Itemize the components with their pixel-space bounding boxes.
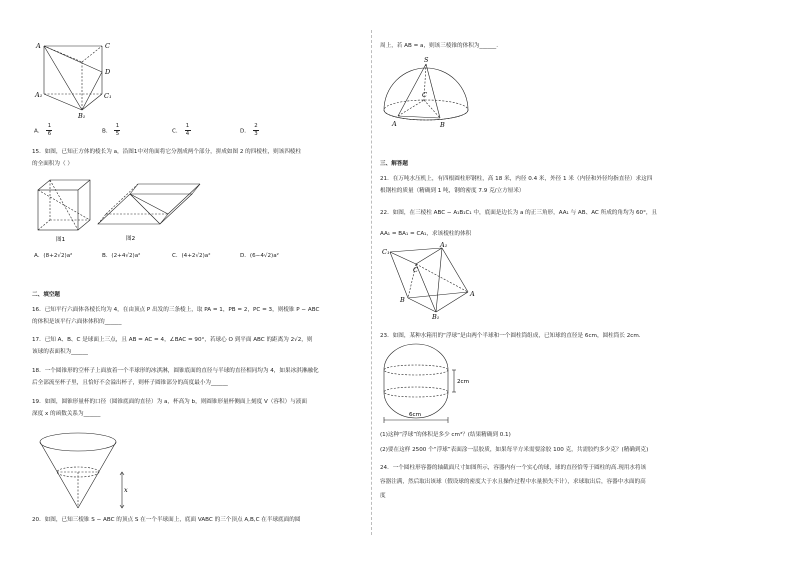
- prism-figure-2: [94, 178, 206, 244]
- label-2cm: 2cm: [457, 379, 470, 385]
- q20-text-line1: 20．如图，已知三棱锥 S − ABC 的顶点 S 在一个半球面上，底面 VABC 的三个顶点 A,B,C 在半球底面的圆: [32, 517, 301, 523]
- q16-text-line1: 16．已知平行六面体各棱长均为 4，在由顶点 P 出发的三条棱上，取 PA = 1，PB = 2，PC = 3，则棱锥 P − ABC: [32, 307, 320, 313]
- q20-text-line2: 周上，若 AB = a，则该三棱锥的体积为______.: [380, 43, 498, 49]
- q24-text-line3: 度: [380, 493, 386, 499]
- label-C-prism: C: [413, 266, 418, 274]
- q23-text-line1: 23．如图，某种水箱用的“浮球”是由两个半球和一个圆柱筒组成，已知球的直径是 6cm，圆柱筒长 2cm.: [380, 333, 641, 339]
- q14-option-b: B． $\frac{1}{5}$: [102, 123, 120, 138]
- q15-option-a: A．(8+2√2)a²: [34, 253, 73, 259]
- q21-text-line2: 根钢柱的质量（精确到 1 吨，钢的密度 7.9 克/立方厘米）: [380, 188, 525, 194]
- q21-text-line1: 21．在万吨水压机上，有四根圆柱形钢柱，高 18 米，内径 0.4 米，外径 1 米（内径和外径均指直径）求这四: [380, 176, 653, 182]
- q15-option-c: C．(4+2√2)a²: [172, 253, 211, 259]
- label-A-hemi: A: [392, 120, 397, 128]
- float-ball-figure: [380, 340, 476, 426]
- q24-text-line1: 24．一个圆柱形容器的轴截面尺寸如图所示，容器内有一个实心的球，球的直径恰等于圆柱的高.现用水将该: [380, 465, 647, 471]
- oblique-prism-figure: [380, 242, 480, 320]
- label-C: C: [105, 42, 110, 50]
- cube-triangle-figure: [34, 36, 124, 120]
- q18-text-line2: 后全部流至杯子里，且恰好不会溢出杯子，则杯子圆锥部分的高度最小为______: [32, 380, 228, 386]
- section-fill-in-title: 二、填空题: [32, 292, 60, 298]
- section-solutions-title: 三、解答题: [380, 161, 408, 167]
- cube-figure-1: [34, 176, 98, 244]
- figure2-caption: 图2: [126, 236, 136, 242]
- q19-text-line1: 19．如图，圆锥形量杯的口径（圆锥底面的直径）为 a，杯高为 b，则圆锥形量杯侧面上刻度 V（容积）与液面: [32, 399, 307, 405]
- label-A-prism: A: [470, 290, 475, 298]
- q14-option-a: A． $\frac{1}{6}$: [34, 123, 52, 138]
- q17-text-line2: 该球的表面积为______: [32, 349, 88, 355]
- q23-sub2: (2)要在这样 2500 个“浮球”表面涂一层胶质，如果每平方米需要涂胶 100 克，共需胶约多少克？(精确到克): [380, 447, 649, 453]
- q22-text-line2: AA₁ = BA₁ = CA₁，求该棱柱的体积: [380, 231, 472, 237]
- label-A1-prism: A₁: [440, 242, 448, 249]
- q19-text-line2: 深度 x 的函数关系为______: [32, 411, 101, 417]
- q14-option-c: C． $\frac{1}{4}$: [172, 123, 190, 138]
- label-S: S: [424, 56, 429, 64]
- q15-option-d: D．(6−4√2)a²: [240, 253, 279, 259]
- column-divider: [371, 30, 372, 535]
- q15-option-b: B．(2+4√2)a²: [102, 253, 141, 259]
- q22-text-line1: 22．如图，在三棱柱 ABC − A₁B₁C₁ 中，底面是边长为 a 的正三角形，AA₁ 与 AB、AC 所成的角均为 60°，且: [380, 210, 658, 216]
- label-C-hemi: C: [422, 91, 427, 99]
- label-B-prism: B: [400, 296, 405, 304]
- label-x: x: [124, 486, 128, 494]
- q23-sub1: (1)这种“浮球”的体积是多少 cm³？(结果精确到 0.1): [380, 432, 511, 438]
- q15-text-line1: 15．如图，已知正方体的棱长为 a，沿图1中对角面将它分割成两个部分，拼成如图 2 的四棱柱，则该四棱柱: [32, 149, 302, 155]
- figure1-caption: 图1: [56, 237, 66, 243]
- label-C1: C₁: [104, 92, 112, 100]
- label-A: A: [36, 42, 41, 50]
- q15-text-line2: 的全面积为（ ）: [32, 161, 73, 167]
- q16-text-line2: 的体积是该平行六面体体积的______: [32, 319, 122, 325]
- hemisphere-pyramid-figure: [380, 54, 474, 136]
- label-D: D: [105, 68, 111, 76]
- q14-option-d: D． $\frac{2}{3}$: [240, 123, 258, 138]
- label-B1-prism: B₁: [432, 313, 440, 320]
- q18-text-line1: 18．一个圆锥形的空杯子上面放着一个半球形的冰淇淋，圆锥底面的直径与半球的直径相同均为 4，如果冰淇淋融化: [32, 368, 319, 374]
- label-B1: B₁: [78, 112, 86, 120]
- q24-text-line2: 容器注满，然后取出该球（假设球的密度大于水且操作过程中水量损失不计），求球取出后，容器中水面的高: [380, 479, 646, 485]
- label-A1: A₁: [35, 91, 43, 99]
- label-6cm: 6cm: [409, 412, 422, 418]
- cone-cup-figure: [34, 428, 134, 512]
- label-C1-prism: C₁: [382, 248, 390, 256]
- q17-text-line1: 17．已知 A、B、C 是球面上三点，且 AB = AC = 4，∠BAC = 90°，若球心 O 到平面 ABC 的距离为 2√2，则: [32, 337, 313, 343]
- label-B-hemi: B: [440, 121, 445, 129]
